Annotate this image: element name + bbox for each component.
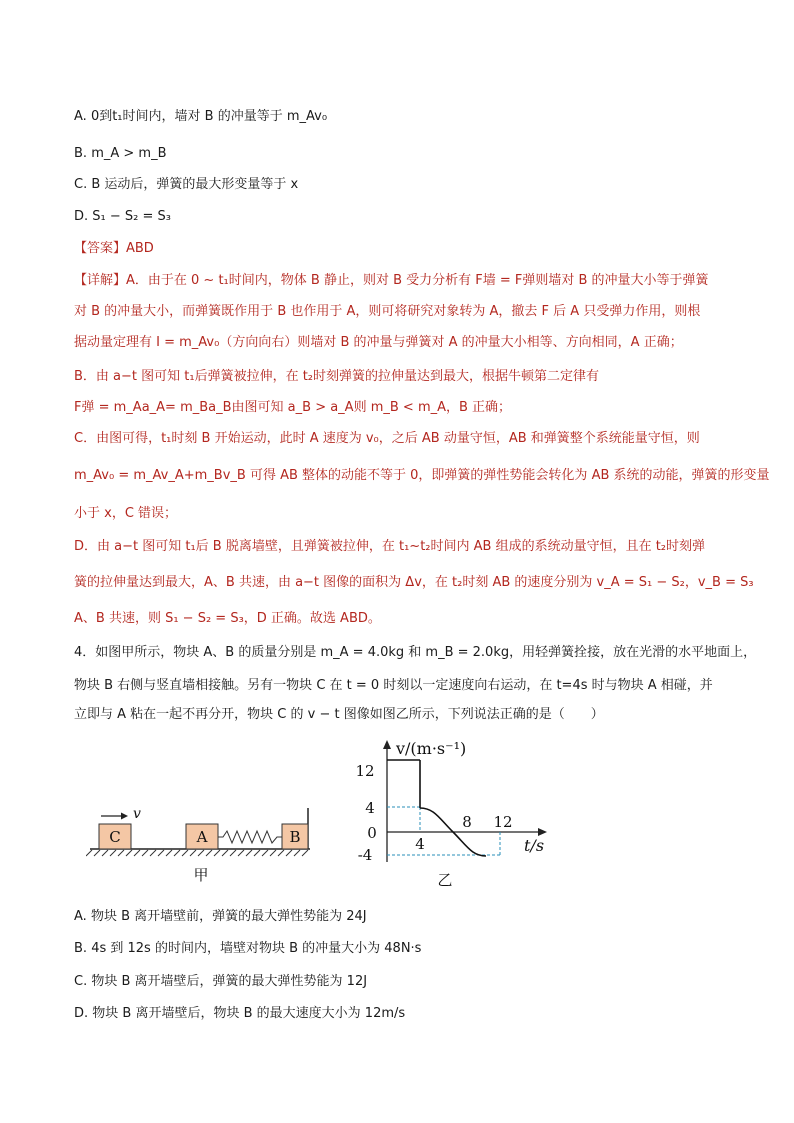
q4-stem-line-2: 物块 B 右侧与竖直墙相接触。另有一物块 C 在 t = 0 时刻以一定速度向右运动，在 t=4s 时与物块 A 相碰，并 [74,678,713,693]
q4-option-b: B. 4s 到 12s 的时间内，墙壁对物块 B 的冲量大小为 48N·s [74,941,422,956]
y-axis-label: v/(m·s⁻¹) [396,739,467,758]
answer-label: 【答案】ABD [74,241,154,256]
analysis-line-5: F弹 = m_Aa_A= m_Ba_B由图可知 a_B > a_A则 m_B < m_A，B 正确； [74,400,512,415]
q4-option-a: A. 物块 B 离开墙壁前，弹簧的最大弹性势能为 24J [74,909,367,924]
analysis-line-1: 【详解】A．由于在 0 ~ t₁时间内，物体 B 静止，则对 B 受力分析有 F墙 = F弹则墙对 B 的冲量大小等于弹簧 [74,273,709,288]
y-axis-arrow [383,740,391,749]
x-tick-8: 8 [462,813,472,831]
x-axis-label: t/s [524,836,545,855]
analysis-line-6: C．由图可得，t₁时刻 B 开始运动，此时 A 速度为 v₀，之后 AB 动量守恒，AB 和弹簧整个系统能量守恒，则 [74,431,700,446]
ground-hatch [86,850,308,856]
analysis-line-10: 簧的拉伸量达到最大，A、B 共速，由 a−t 图像的面积为 Δv，在 t₂时刻 AB 的速度分别为 v_A = S₁ − S₂，v_B = S₃ [74,575,754,590]
figure-yi-vt-chart [350,735,560,895]
block-c-label: C [109,828,121,846]
y-tick-4: 4 [365,799,375,817]
caption-jia: 甲 [193,866,209,884]
analysis-line-7: m_Av₀ = m_Av_A+m_Bv_B 可得 AB 整体的动能不等于 0，即弹簧的弹性势能会转化为 AB 系统的动能，弹簧的形变量 [74,468,770,483]
velocity-arrowhead [121,813,128,820]
analysis-line-11: A、B 共速，则 S₁ − S₂ = S₃，D 正确。故选 ABD。 [74,611,381,626]
velocity-label: v [133,806,141,822]
prev-option-b: B. m_A > m_B [74,146,167,161]
figure-jia [86,790,316,890]
prev-option-d: D. S₁ − S₂ = S₃ [74,209,172,224]
spring [218,831,282,843]
analysis-line-2: 对 B 的冲量大小，而弹簧既作用于 B 也作用于 A，则可将研究对象转为 A，撤去 F 后 A 只受弹力作用，则根 [74,304,701,319]
prev-option-c: C. B 运动后，弹簧的最大形变量等于 x [74,177,299,192]
y-tick-neg4: -4 [357,846,373,864]
x-tick-4: 4 [415,835,425,853]
block-a-label: A [196,828,208,846]
q4-stem-line-1: 4．如图甲所示，物块 A、B 的质量分别是 m_A = 4.0kg 和 m_B = 2.0kg，用轻弹簧拴接，放在光滑的水平地面上， [74,645,757,660]
analysis-line-9: D．由 a−t 图可知 t₁后 B 脱离墙壁，且弹簧被拉伸，在 t₁~t₂时间内 AB 组成的系统动量守恒，且在 t₂时刻弹 [74,539,706,554]
y-tick-12: 12 [355,762,375,780]
analysis-line-8: 小于 x，C 错误； [74,506,178,521]
origin-label: 0 [367,824,377,842]
q4-option-c: C. 物块 B 离开墙壁后，弹簧的最大弹性势能为 12J [74,974,368,989]
caption-yi: 乙 [437,871,453,889]
x-tick-12: 12 [493,813,513,831]
prev-option-a: A. 0到t₁时间内，墙对 B 的冲量等于 m_Av₀ [74,109,328,124]
analysis-line-4: B．由 a−t 图可知 t₁后弹簧被拉伸，在 t₂时刻弹簧的拉伸量达到最大，根据牛顿第二定律有 [74,369,600,384]
block-b-label: B [289,828,301,846]
q4-stem-line-3: 立即与 A 粘在一起不再分开，物块 C 的 v − t 图像如图乙所示，下列说法正确的是（ ） [74,707,604,722]
q4-option-d: D. 物块 B 离开墙壁后，物块 B 的最大速度大小为 12m/s [74,1006,406,1021]
analysis-line-3: 据动量定理有 I = m_Av₀（方向向右）则墙对 B 的冲量与弹簧对 A 的冲量大小相等、方向相同，A 正确； [74,335,683,350]
x-axis-arrow [538,828,547,836]
